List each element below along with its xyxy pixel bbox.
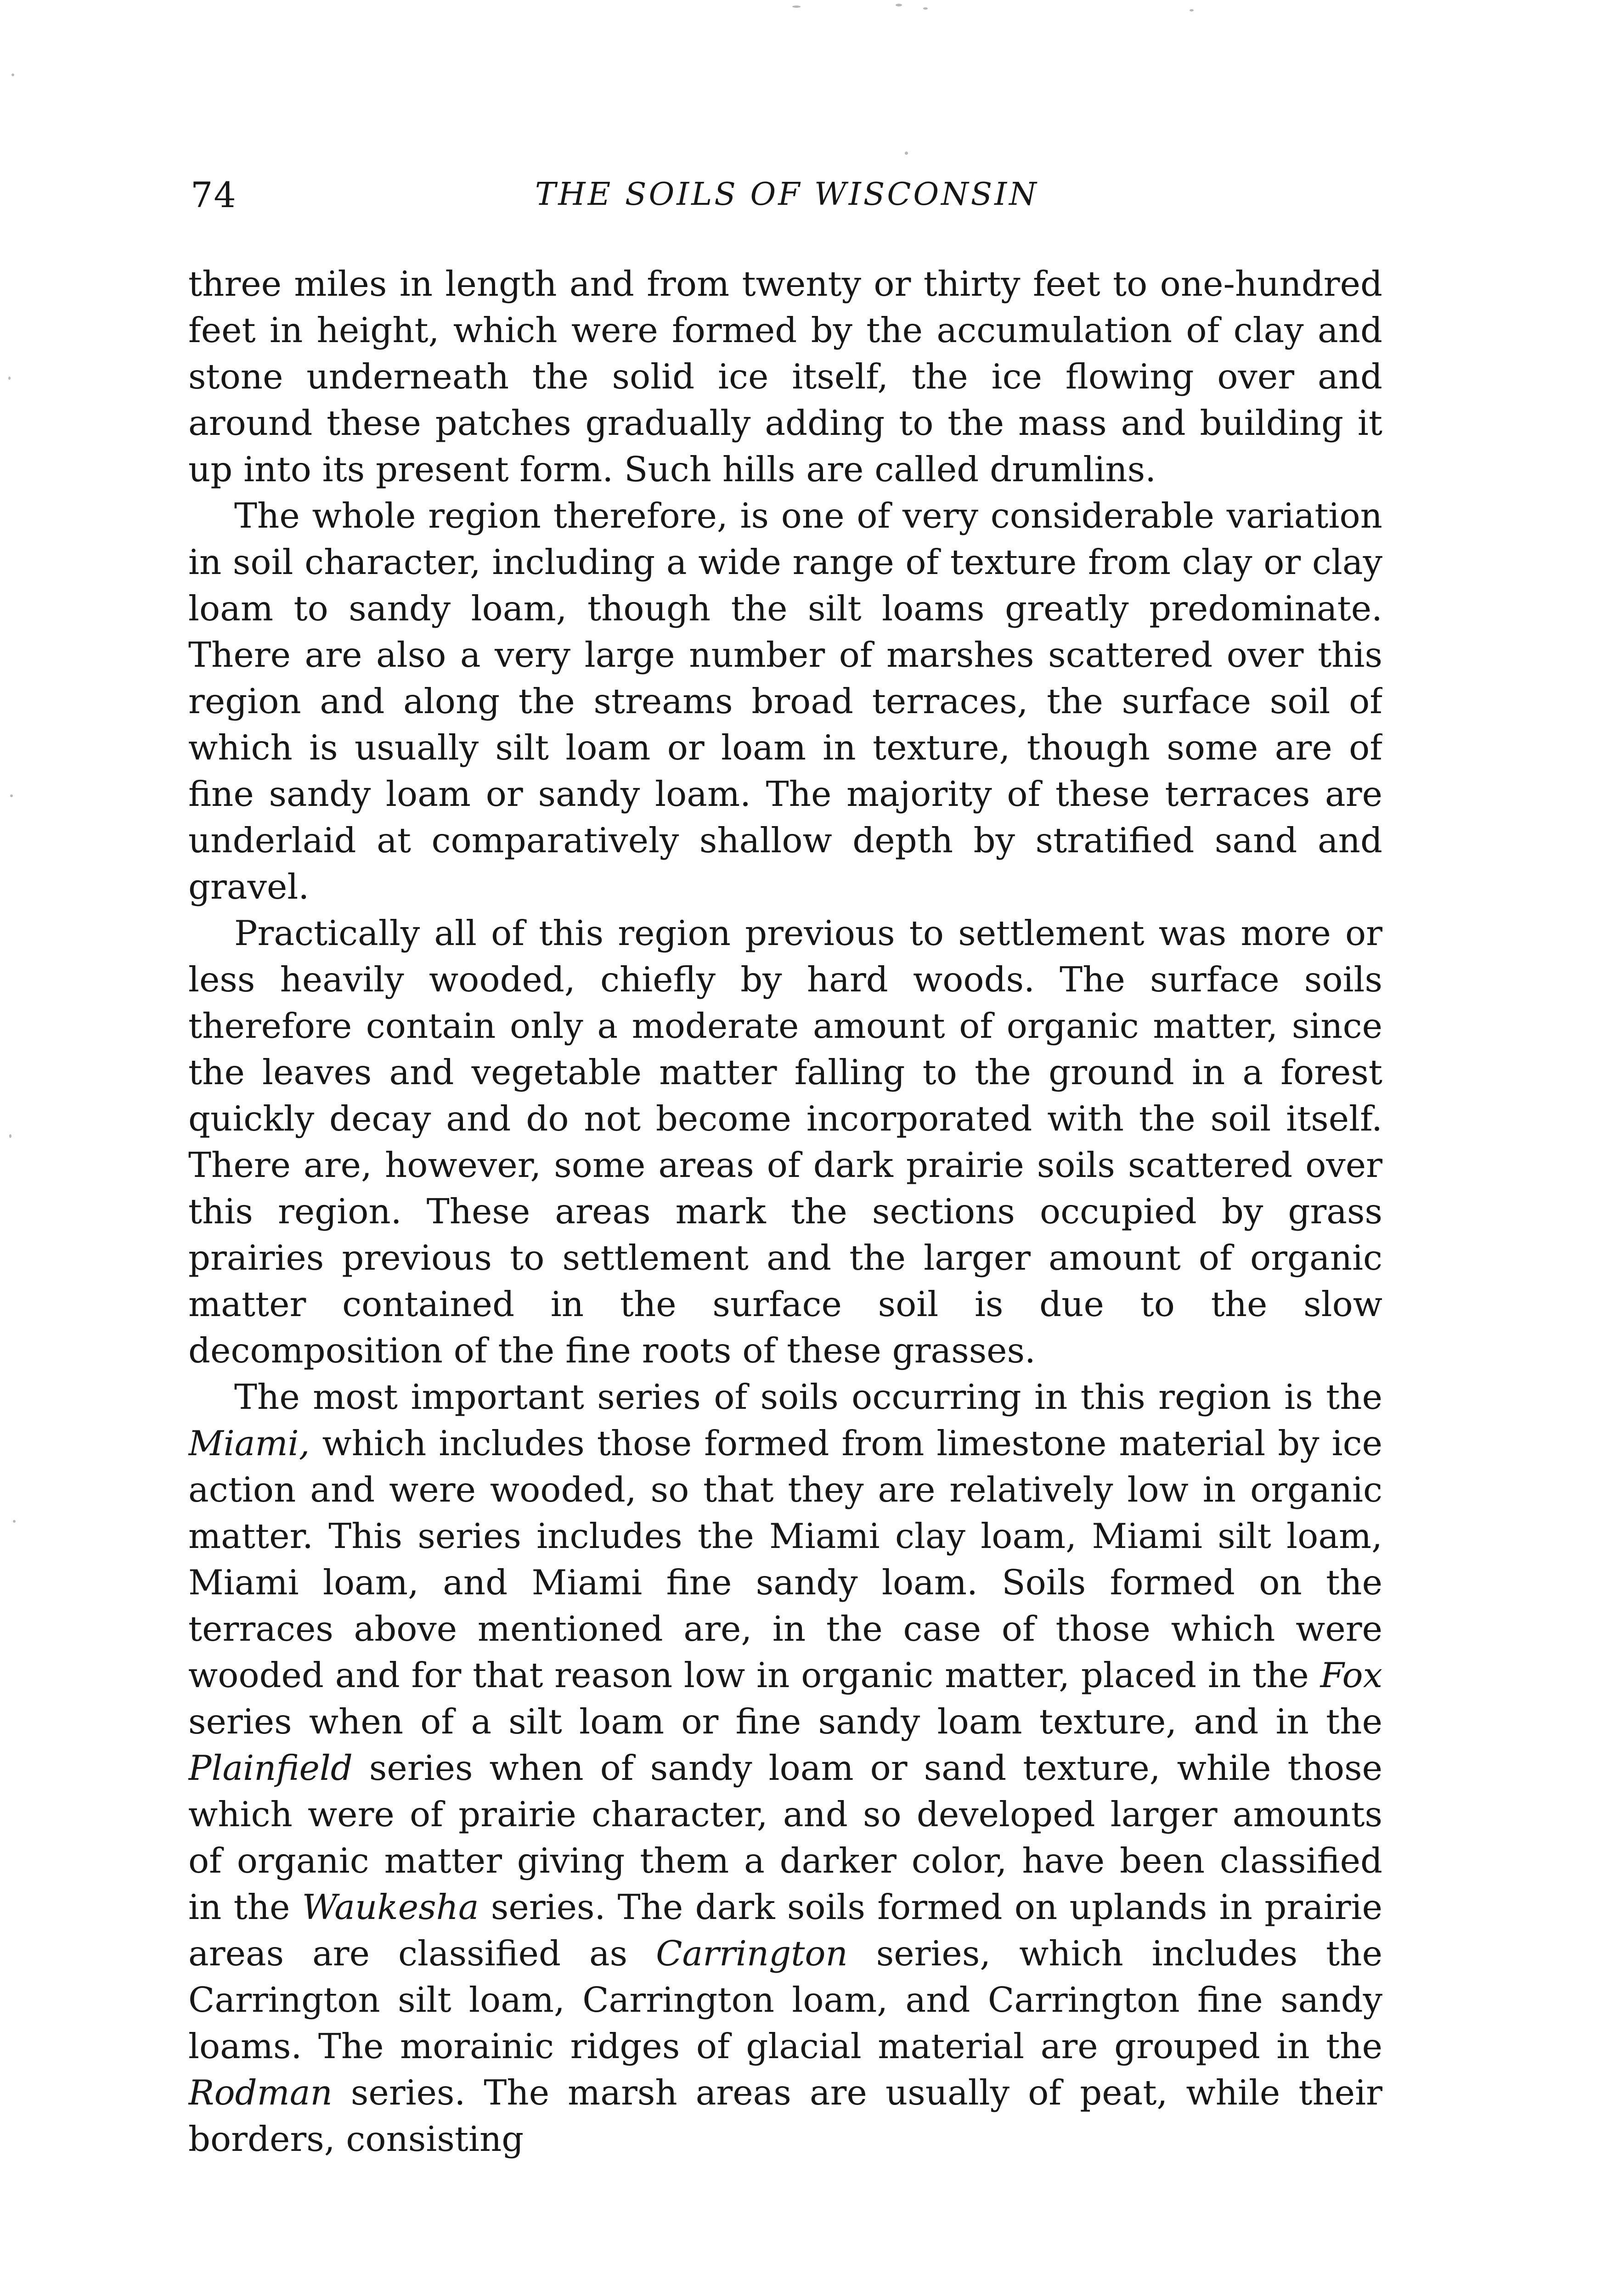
text-run: three miles in length and from twenty or thirty feet to one-hundred feet in height, which were formed by the accumulation of clay and stone underneath the solid ice itself, the ice flowing over and around these patches gradually adding to the mass and building it up into its present form. Such hills are called drumlins. [188, 264, 1382, 490]
scan-speck [905, 152, 908, 155]
italic-term: Fox [1320, 1655, 1382, 1695]
paragraph [188, 493, 1382, 910]
paragraph [188, 261, 1382, 493]
italic-term: Waukesha [302, 1887, 479, 1927]
body-text [188, 261, 1382, 2258]
paragraph [188, 1374, 1382, 2162]
scan-speck [11, 73, 14, 76]
italic-term: Rodman [188, 2072, 333, 2113]
text-run: series when of a silt loam or fine sandy loam texture, and in the [188, 1701, 1382, 1742]
text-run: series. The marsh areas are usually of peat, while their borders, consisting [188, 2072, 1382, 2159]
text-run: series, which includes the Carrington silt loam, Carrington loam, and Carrington fine sandy loams. The morainic ridges of glacial material are grouped in the [188, 1933, 1382, 2066]
scan-speck [792, 6, 801, 8]
running-title: THE SOILS OF WISCONSIN [535, 176, 1039, 213]
text-run: The most important series of soils occurring in this region is the [234, 1377, 1382, 1417]
paragraph [188, 910, 1382, 1374]
text-run: Practically all of this region previous to settlement was more or less heavily wooded, chiefly by hard woods. The surface soils therefore contain only a moderate amount of organic matter, since the leaves and vegetable matter falling to the ground in a forest quickly decay and do not become incorporated with the soil itself. There are, however, some areas of dark prairie soils scattered over this region. These areas mark the sections occupied by grass prairies previous to settlement and the larger amount of organic matter contained in the surface soil is due to the slow decomposition of the fine roots of these grasses. [188, 913, 1382, 1371]
scan-speck [896, 4, 902, 6]
text-run: which includes those formed from limestone material by ice action and were wooded, so that they are relatively low in organic matter. This series includes the Miami clay loam, Miami silt loam, Miami loam, and Miami fine sandy loam. Soils formed on the terraces above mentioned are, in the case of those which were wooded and for that reason low in organic matter, placed in the [188, 1423, 1382, 1695]
italic-term: Miami, [188, 1423, 310, 1463]
scan-speck [1190, 9, 1194, 11]
scan-speck [923, 7, 928, 10]
scan-speck [8, 377, 11, 380]
page-number: 74 [191, 174, 237, 215]
italic-term: Carrington [656, 1933, 848, 1974]
text-run: The whole region therefore, is one of very considerable variation in soil character, including a wide range of texture from clay or clay loam to sandy loam, though the silt loams greatly predominate. There are also a very large number of marshes scattered over this region and along the streams broad terraces, the surface soil of which is usually silt loam or loam in texture, though some are of fine sandy loam or sandy loam. The majority of these terraces are underlaid at comparatively shallow depth by stratified sand and gravel. [188, 495, 1382, 907]
page-header [191, 174, 1385, 230]
text-run: series when of sandy loam or sand texture, while those which were of prairie character, and so developed larger amounts of organic matter giving them a darker color, have been classified in the [188, 1748, 1382, 1927]
italic-term: Plainfield [188, 1748, 353, 1788]
scan-speck [10, 794, 13, 797]
scan-speck [13, 1520, 16, 1523]
text-run: series. The dark soils formed on uplands in prairie areas are classified as [188, 1887, 1382, 1974]
scan-speck [9, 1134, 11, 1138]
